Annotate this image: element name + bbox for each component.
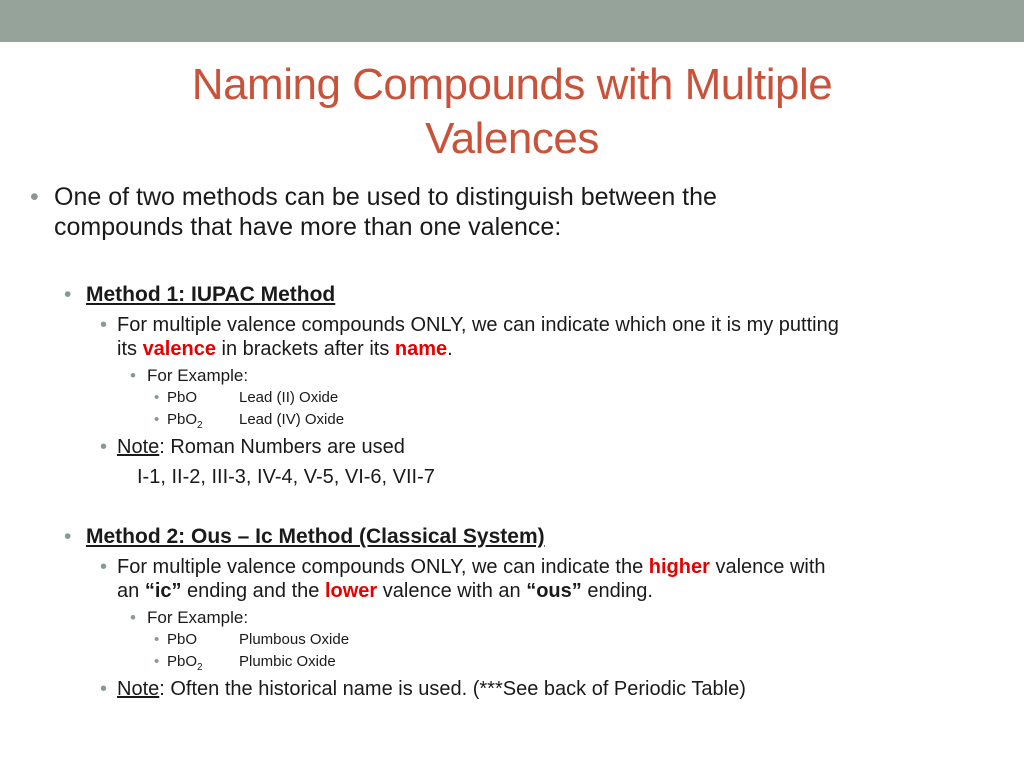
method2-desc-line-2	[117, 579, 653, 604]
formula-subscript: 2	[197, 420, 203, 431]
note-text: : Often the historical name is used. (***See back of Periodic Table)	[159, 678, 746, 700]
formula-subscript: 2	[197, 662, 203, 673]
valence-highlight: valence	[142, 338, 216, 360]
bullet-icon: •	[100, 556, 108, 578]
text-fragment: its	[117, 338, 143, 360]
bullet-icon: •	[130, 608, 136, 627]
bullet-icon: •	[100, 678, 108, 700]
method1-example-1	[167, 388, 338, 408]
method2-heading: Method 2: Ous – Ic Method (Classical System)	[86, 525, 545, 548]
compound-name: Plumbic Oxide	[239, 653, 336, 670]
compound-name: Lead (IV) Oxide	[239, 411, 345, 428]
formula: PbO	[167, 389, 198, 406]
bullet-icon: •	[154, 411, 160, 428]
bullet-icon: •	[130, 366, 136, 385]
formula	[167, 652, 239, 672]
method1-note	[117, 435, 405, 460]
method1-example-2	[167, 410, 344, 430]
method1-desc-line-2	[117, 337, 453, 362]
text-fragment: ending and the	[181, 580, 325, 602]
intro-line-2: compounds that have more than one valence:	[54, 213, 562, 241]
bullet-icon: •	[154, 389, 160, 406]
compound-name: Lead (II) Oxide	[239, 389, 339, 406]
lower-highlight: lower	[324, 580, 378, 602]
name-highlight: name	[394, 338, 448, 360]
formula	[167, 410, 239, 430]
method2-desc-line-1	[117, 555, 826, 580]
bullet-icon: •	[154, 653, 160, 670]
ous-term: “ous”	[526, 580, 582, 602]
note-text: : Roman Numbers are used	[159, 436, 405, 458]
title-line-2: Valences	[425, 114, 599, 163]
roman-numerals: I-1, II-2, III-3, IV-4, V-5, VI-6, VII-7	[137, 466, 435, 488]
text-fragment: an	[117, 580, 145, 602]
compound-name: Plumbous Oxide	[239, 631, 350, 648]
intro-line-1: One of two methods can be used to distinguish between the	[54, 183, 717, 211]
bullet-icon: •	[64, 525, 72, 548]
title-line-1: Naming Compounds with Multiple	[191, 60, 833, 109]
text-fragment: valence with an	[377, 580, 527, 602]
ic-term: “ic”	[144, 580, 182, 602]
method1-heading: Method 1: IUPAC Method	[86, 283, 336, 306]
bullet-icon: •	[100, 436, 108, 458]
bullet-icon: •	[64, 283, 72, 306]
higher-highlight: higher	[648, 556, 710, 578]
text-fragment: valence with	[709, 556, 826, 578]
method1-desc-line-1: For multiple valence compounds ONLY, we can indicate which one it is my putting	[117, 314, 839, 336]
bullet-icon: •	[100, 314, 108, 336]
text-fragment: .	[447, 338, 453, 360]
method2-example-2	[167, 652, 336, 672]
note-label: Note	[117, 436, 160, 458]
bullet-icon: •	[154, 631, 160, 648]
formula-base: PbO	[167, 411, 198, 428]
note-label: Note	[117, 678, 160, 700]
text-fragment: in brackets after its	[215, 338, 395, 360]
text-fragment: ending.	[581, 580, 653, 602]
text-fragment: For multiple valence compounds ONLY, we can indicate the	[117, 556, 649, 578]
method1-example-label: For Example:	[147, 366, 249, 385]
formula: PbO	[167, 631, 198, 648]
bullet-icon: •	[30, 183, 39, 211]
method2-note	[117, 677, 746, 702]
method2-example-1	[167, 630, 349, 650]
method2-example-label: For Example:	[147, 608, 249, 627]
formula-base: PbO	[167, 653, 198, 670]
